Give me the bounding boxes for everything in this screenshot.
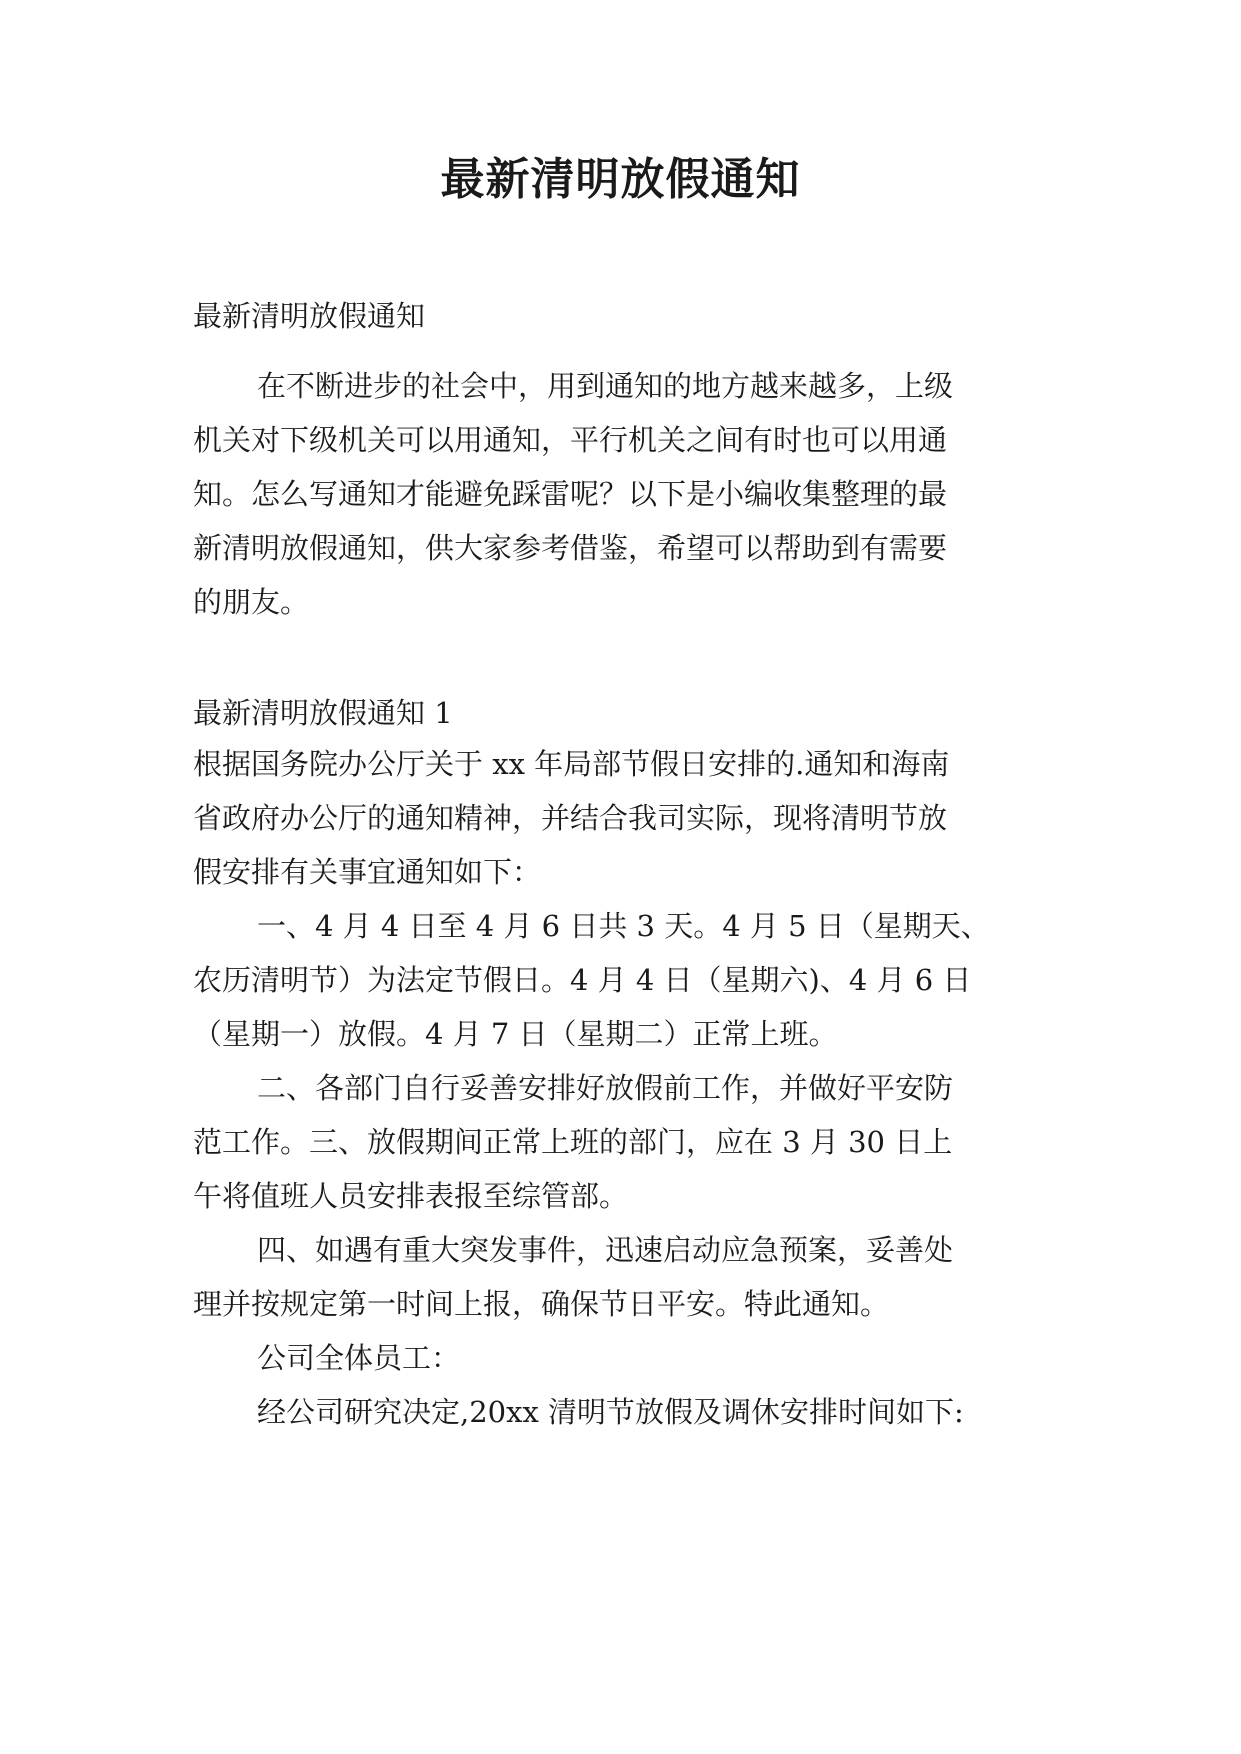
item-one-line: 一、4 月 4 日至 4 月 6 日共 3 天。4 月 5 日（星期天、 bbox=[257, 909, 990, 943]
document-subtitle: 最新清明放假通知 bbox=[193, 299, 426, 333]
intro-paragraph-line: 机关对下级机关可以用通知，平行机关之间有时也可以用通 bbox=[193, 423, 948, 457]
item-four-line: 四、如遇有重大突发事件，迅速启动应急预案，妥善处 bbox=[257, 1233, 954, 1267]
item-one-line: 农历清明节）为法定节假日。4 月 4 日（星期六)、4 月 6 日 bbox=[193, 963, 972, 997]
intro-paragraph-line: 的朋友。 bbox=[193, 585, 310, 619]
document-title: 最新清明放假通知 bbox=[440, 154, 801, 205]
closing-line: 经公司研究决定,20xx 清明节放假及调休安排时间如下: bbox=[257, 1395, 964, 1429]
section-paragraph-line: 省政府办公厅的通知精神，并结合我司实际，现将清明节放 bbox=[193, 801, 948, 835]
intro-paragraph-line: 在不断进步的社会中，用到通知的地方越来越多，上级 bbox=[257, 369, 954, 403]
item-two-line: 午将值班人员安排表报至综管部。 bbox=[193, 1179, 629, 1213]
item-two-line: 二、各部门自行妥善安排好放假前工作，并做好平安防 bbox=[257, 1071, 954, 1105]
intro-paragraph-line: 新清明放假通知，供大家参考借鉴，希望可以帮助到有需要 bbox=[193, 531, 948, 565]
section-paragraph-line: 根据国务院办公厅关于 xx 年局部节假日安排的.通知和海南 bbox=[193, 747, 950, 781]
section-heading: 最新清明放假通知 1 bbox=[193, 696, 453, 730]
section-paragraph-line: 假安排有关事宜通知如下： bbox=[193, 855, 542, 889]
item-one-line: （星期一）放假。4 月 7 日（星期二）正常上班。 bbox=[193, 1017, 838, 1051]
item-two-line: 范工作。三、放假期间正常上班的部门，应在 3 月 30 日上 bbox=[193, 1125, 953, 1159]
greeting-line: 公司全体员工： bbox=[257, 1341, 461, 1375]
item-four-line: 理并按规定第一时间上报，确保节日平安。特此通知。 bbox=[193, 1287, 890, 1321]
intro-paragraph-line: 知。怎么写通知才能避免踩雷呢？以下是小编收集整理的最 bbox=[193, 477, 948, 511]
